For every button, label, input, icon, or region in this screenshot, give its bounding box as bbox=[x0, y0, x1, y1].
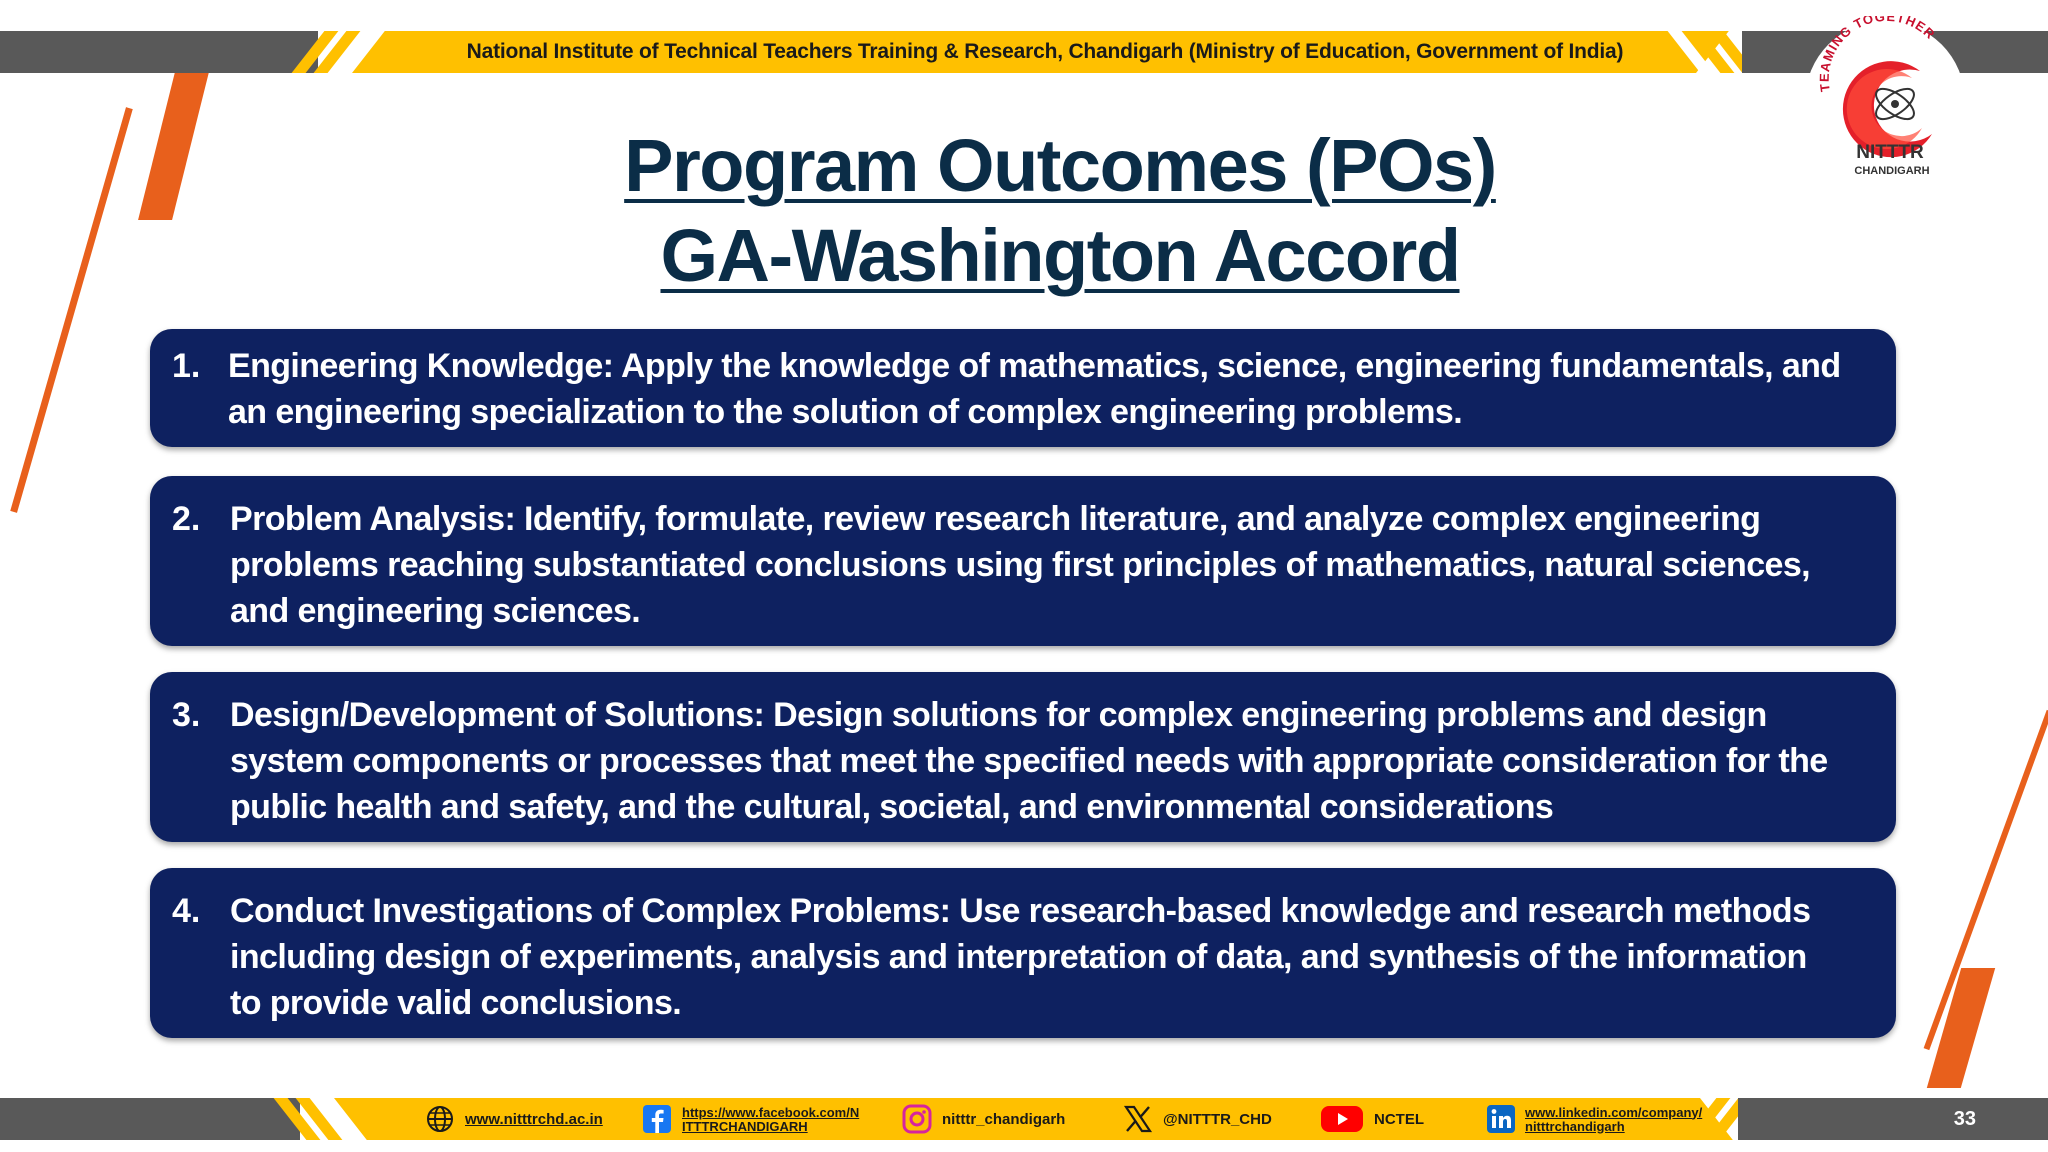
x-icon bbox=[1123, 1104, 1153, 1134]
facebook-link[interactable]: https://www.facebook.com/N bbox=[682, 1104, 860, 1120]
linkedin-icon bbox=[1487, 1105, 1515, 1133]
svg-text:CHANDIGARH: CHANDIGARH bbox=[1854, 165, 1930, 177]
facebook-link[interactable]: ITTTRCHANDIGARH bbox=[682, 1118, 808, 1134]
footer-facebook[interactable] bbox=[642, 1098, 859, 1140]
globe-icon bbox=[425, 1104, 455, 1134]
outcome-number: 3. bbox=[172, 696, 201, 734]
website-link[interactable]: www.nitttrchd.ac.in bbox=[465, 1110, 603, 1128]
outcome-number: 2. bbox=[172, 500, 201, 538]
outcome-text: Engineering Knowledge: Apply the knowledge of mathematics, science, engineering fundamentals, and an engineering specialization to the solution of complex engineering problems. bbox=[228, 347, 1841, 431]
footer-instagram[interactable] bbox=[902, 1098, 1065, 1140]
footer-band-left bbox=[0, 1098, 300, 1140]
svg-text:TEAMING TOGETHER: TEAMING TOGETHER bbox=[1816, 16, 1939, 93]
footer-youtube[interactable] bbox=[1320, 1098, 1424, 1140]
youtube-channel[interactable]: NCTEL bbox=[1374, 1110, 1424, 1128]
header-band-left bbox=[0, 31, 318, 73]
orange-accent-line bbox=[10, 107, 132, 513]
orange-accent-bar bbox=[138, 60, 212, 220]
x-handle[interactable]: @NITTTR_CHD bbox=[1163, 1110, 1272, 1128]
footer-band-right bbox=[1738, 1098, 2048, 1140]
page-title: Program Outcomes (POs) bbox=[624, 124, 1496, 207]
footer-website[interactable] bbox=[425, 1098, 603, 1140]
institute-name: National Institute of Technical Teachers Training & Research, Chandigarh (Ministry of Education, Government of India) bbox=[466, 40, 1624, 63]
outcome-card bbox=[150, 672, 1896, 842]
nitttr-logo bbox=[1800, 16, 1970, 186]
outcome-number: 4. bbox=[172, 892, 201, 930]
youtube-icon bbox=[1320, 1104, 1364, 1134]
instagram-handle[interactable]: nitttr_chandigarh bbox=[942, 1110, 1066, 1128]
footer-x[interactable] bbox=[1123, 1098, 1272, 1140]
outcome-number: 1. bbox=[172, 347, 201, 385]
svg-text:NITTTR: NITTTR bbox=[1856, 142, 1924, 163]
outcome-text: Design/Development of Solutions: Design solutions for complex engineering problems and design system components or processes that meet the specified needs with appropriate consideration for the public health and safety, and the cultural, societal, and environmental considerations bbox=[230, 696, 1828, 826]
outcome-card bbox=[150, 476, 1896, 646]
outcome-text: Problem Analysis: Identify, formulate, review research literature, and analyze complex engineering problems reaching substantiated conclusions using first principles of mathematics, natural sciences, and engineering sciences. bbox=[230, 500, 1810, 630]
facebook-icon bbox=[642, 1104, 672, 1134]
outcome-text: Conduct Investigations of Complex Problems: Use research-based knowledge and research methods including design of experiments, analysis and interpretation of data, and synthesis of the information to provide valid conclusions. bbox=[230, 892, 1811, 1022]
linkedin-link[interactable]: nitttrchandigarh bbox=[1525, 1118, 1625, 1134]
outcome-card bbox=[150, 329, 1896, 447]
page-subtitle: GA-Washington Accord bbox=[660, 214, 1460, 297]
linkedin-link[interactable]: www.linkedin.com/company/ bbox=[1525, 1104, 1703, 1120]
outcome-card bbox=[150, 868, 1896, 1038]
footer-linkedin[interactable] bbox=[1487, 1098, 1702, 1140]
page-number: 33 bbox=[1953, 1108, 1976, 1130]
instagram-icon bbox=[902, 1104, 932, 1134]
